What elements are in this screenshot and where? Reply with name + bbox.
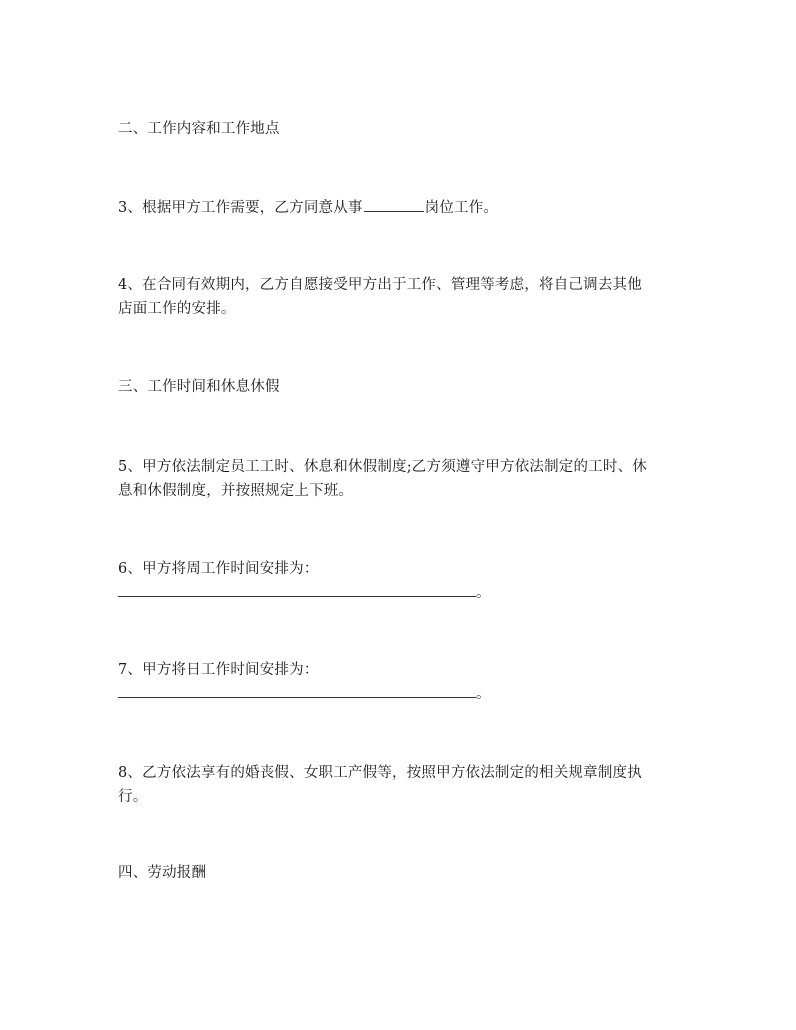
section-heading-work-content: 二、工作内容和工作地点 bbox=[118, 121, 280, 137]
clause-6-line-1: 6、甲方将周工作时间安排为： bbox=[118, 561, 319, 577]
section-heading-remuneration: 四、劳动报酬 bbox=[118, 865, 207, 881]
clause-7-line-1: 7、甲方将日工作时间安排为： bbox=[118, 662, 319, 678]
clause-3-text-end: 岗位工作。 bbox=[424, 200, 499, 216]
weekly-hours-blank bbox=[118, 582, 476, 597]
clause-6-line-2 bbox=[118, 581, 491, 605]
daily-hours-blank bbox=[118, 683, 476, 698]
clause-6-end: 。 bbox=[476, 585, 491, 601]
clause-3 bbox=[118, 196, 498, 220]
clause-7-end: 。 bbox=[476, 686, 491, 702]
section-heading-work-hours: 三、工作时间和休息休假 bbox=[118, 379, 280, 395]
clause-3-text: 3、根据甲方工作需要，乙方同意从事 bbox=[118, 200, 363, 216]
clause-5-line-1: 5、甲方依法制定员工工时、休息和休假制度;乙方须遵守甲方依法制定的工时、休 bbox=[118, 459, 648, 475]
clause-5-line-2: 息和休假制度，并按照规定上下班。 bbox=[118, 483, 354, 499]
clause-8-line-2: 行。 bbox=[118, 789, 148, 805]
clause-7-line-2 bbox=[118, 682, 491, 706]
position-blank bbox=[364, 197, 424, 212]
clause-4-line-1: 4、在合同有效期内，乙方自愿接受甲方出于工作、管理等考虑，将自己调去其他 bbox=[118, 277, 642, 293]
clause-8-line-1: 8、乙方依法享有的婚丧假、女职工产假等，按照甲方依法制定的相关规章制度执 bbox=[118, 765, 642, 781]
clause-4-line-2: 店面工作的安排。 bbox=[118, 301, 236, 317]
